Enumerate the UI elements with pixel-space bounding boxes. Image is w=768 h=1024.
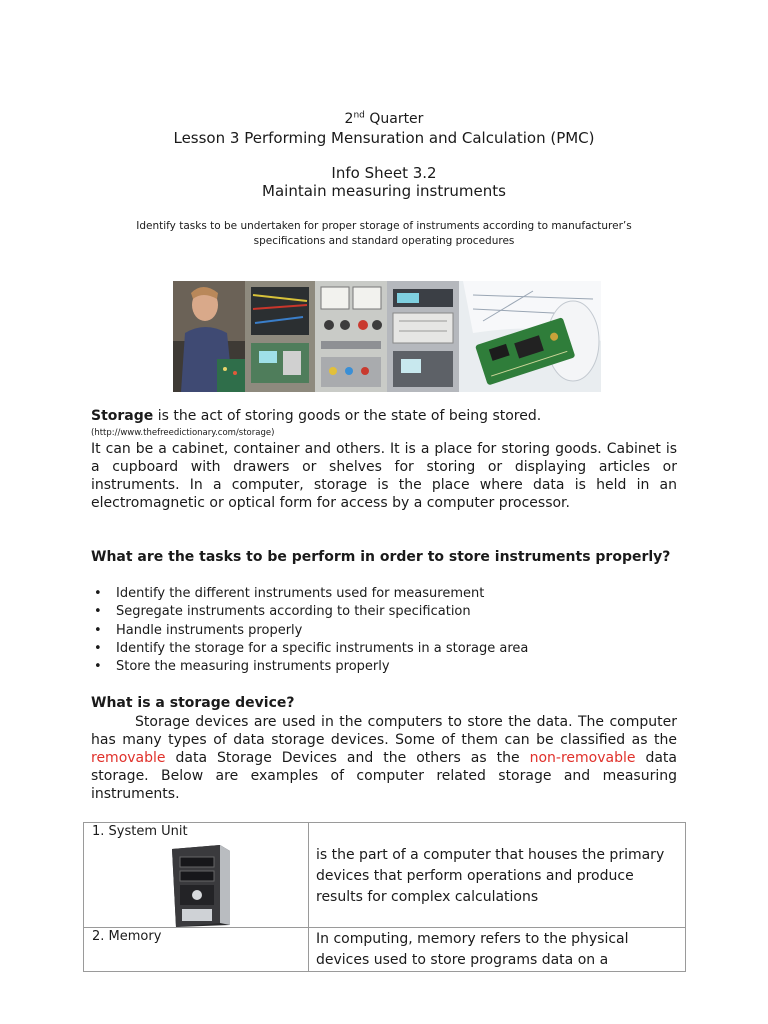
storage-definition-text: is the act of storing goods or the state of being stored. [153, 408, 542, 424]
intro-text: Identify tasks to be undertaken for proper storage of instruments according to manufacturer’s specifications and standard operating procedures [136, 220, 632, 247]
table-cell-description [309, 928, 686, 972]
devices-table [83, 822, 686, 972]
list-item: • Identify the different instruments used for measurement [92, 585, 678, 603]
tasks-question: What are the tasks to be perform in order to store instruments properly? [91, 549, 671, 565]
storage-term: Storage [91, 408, 154, 424]
list-item: • Segregate instruments according to their specification [92, 603, 678, 621]
instruments-banner-image [173, 281, 601, 392]
table-row [84, 823, 686, 928]
storage-definition [91, 408, 679, 424]
quarter-number: 2 [344, 111, 354, 127]
row-description: is the part of a computer that houses the primary devices that perform operations and produce results for complex calculations [316, 847, 665, 905]
table-cell-label [84, 823, 309, 928]
lesson-title: Lesson 3 Performing Mensuration and Calculation (PMC) [173, 129, 595, 147]
storage-device-question: What is a storage device? [91, 695, 295, 711]
quarter-label: Quarter [369, 111, 424, 127]
tasks-list [92, 585, 678, 676]
list-item: • Store the measuring instruments properly [92, 658, 678, 676]
info-sheet-title: Maintain measuring instruments [262, 182, 506, 200]
quarter-suffix: nd [353, 110, 365, 121]
row-label: 1. System Unit [92, 824, 188, 839]
citation-link[interactable]: (http://www.thefreedictionary.com/storage) [91, 428, 275, 438]
storage-description: It can be a cabinet, container and others. It is a place for storing goods. Cabinet is a cupboard with drawers or shelves for storing or displaying articles or instruments. In a computer, storage is the place where data is held in an electromagnetic or optical form for access by a computer processor. [91, 441, 677, 511]
list-item: • Handle instruments properly [92, 622, 678, 640]
table-cell-description [309, 823, 686, 928]
table-row [84, 928, 686, 972]
removable-term: removable [91, 750, 166, 766]
quarter-heading [0, 111, 768, 127]
row-description: In computing, memory refers to the physical devices used to store programs data on a [316, 931, 629, 968]
info-sheet-number: Info Sheet 3.2 [331, 164, 437, 182]
table-cell-label [84, 928, 309, 972]
storage-device-paragraph: Storage devices are used in the computers to store the data. The computer has many types of data storage devices. Some of them can be classified as the removable data Storage Devices and the others as the non-removable data storage. Below are examples of computer related storage and measuring instruments. [91, 714, 677, 802]
row-label: 2. Memory [92, 929, 162, 944]
system-unit-image [164, 843, 238, 927]
list-item: • Identify the storage for a specific instruments in a storage area [92, 640, 678, 658]
non-removable-term: non-removable [529, 750, 636, 766]
